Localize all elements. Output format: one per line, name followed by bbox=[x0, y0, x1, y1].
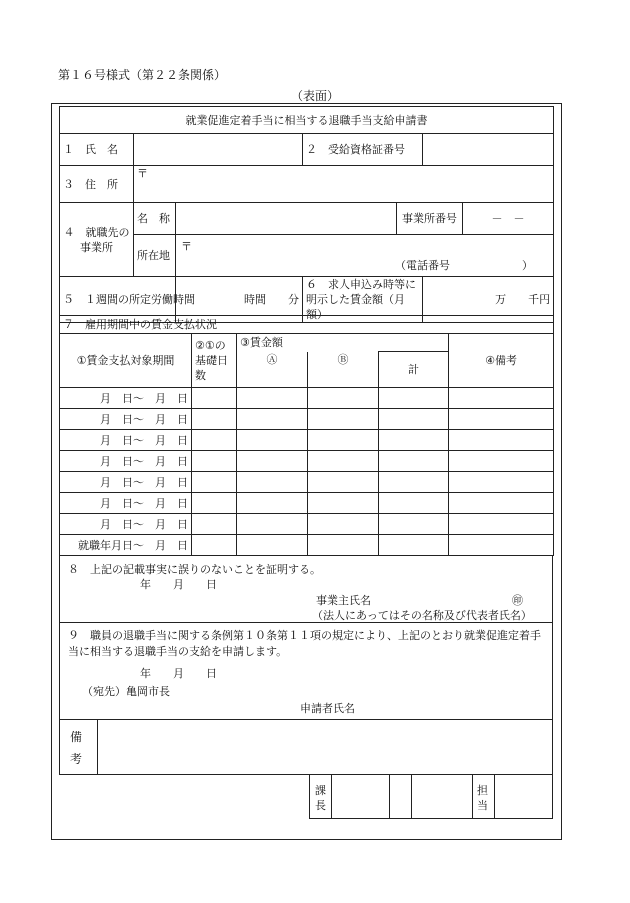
period-cell: 月 日～ 月 日 bbox=[60, 472, 192, 493]
remarks-cell[interactable] bbox=[449, 493, 554, 514]
table-row bbox=[60, 430, 554, 451]
remarks-header: ④備考 bbox=[449, 334, 554, 388]
amount-a-cell[interactable] bbox=[237, 388, 308, 409]
staff-approval-stamp[interactable] bbox=[495, 774, 553, 818]
office-number-field[interactable]: － － bbox=[463, 203, 554, 235]
staff-approval-label: 担当 bbox=[477, 784, 488, 812]
application-section bbox=[59, 622, 553, 720]
base-days-cell[interactable] bbox=[192, 430, 237, 451]
name-field[interactable] bbox=[134, 134, 303, 166]
remarks-cell[interactable] bbox=[449, 388, 554, 409]
amount-b-cell[interactable] bbox=[308, 514, 379, 535]
employer-location-field[interactable] bbox=[176, 235, 554, 277]
amount-total-cell[interactable] bbox=[379, 535, 449, 556]
employer-location-label: 所在地 bbox=[134, 235, 176, 277]
base-days-cell[interactable] bbox=[192, 493, 237, 514]
address-field[interactable] bbox=[134, 166, 554, 203]
application-date[interactable]: 年 月 日 bbox=[140, 667, 217, 680]
wage-section-title: ７ 雇用期間中の賃金支払状況 bbox=[60, 316, 554, 334]
cert-number-field[interactable] bbox=[423, 134, 554, 166]
applicant-name-label: 申請者氏名 bbox=[300, 702, 355, 715]
amount-b-header: Ⓑ bbox=[308, 352, 379, 388]
employer-label: ４ 就職先の事業所 bbox=[60, 203, 134, 277]
amount-a-cell[interactable] bbox=[237, 451, 308, 472]
base-days-cell[interactable] bbox=[192, 472, 237, 493]
amount-total-cell[interactable] bbox=[379, 451, 449, 472]
amount-a-cell[interactable] bbox=[237, 472, 308, 493]
weekly-hours-label: ５ １週間の所定労働時間 bbox=[60, 277, 176, 323]
remarks-cell[interactable] bbox=[449, 409, 554, 430]
cert-number-label: ２ 受給資格証番号 bbox=[303, 134, 423, 166]
amount-b-cell[interactable] bbox=[308, 472, 379, 493]
side-label: （表面） bbox=[290, 89, 339, 103]
remarks-field[interactable] bbox=[98, 720, 552, 774]
table-row bbox=[60, 409, 554, 430]
amount-total-cell[interactable] bbox=[379, 472, 449, 493]
remarks-box bbox=[59, 719, 553, 775]
period-cell: 月 日～ 月 日 bbox=[60, 430, 192, 451]
postal-mark: 〒 bbox=[181, 239, 192, 253]
period-cell: 月 日～ 月 日 bbox=[60, 493, 192, 514]
wage-field[interactable]: 万 千円 bbox=[423, 277, 554, 323]
applicant-info-table bbox=[59, 106, 554, 323]
table-row bbox=[60, 388, 554, 409]
base-days-cell[interactable] bbox=[192, 514, 237, 535]
amount-total-cell[interactable] bbox=[379, 388, 449, 409]
amount-a-cell[interactable] bbox=[237, 493, 308, 514]
amount-a-header: Ⓐ bbox=[237, 352, 308, 388]
amount-b-cell[interactable] bbox=[308, 430, 379, 451]
base-days-cell[interactable] bbox=[192, 451, 237, 472]
base-days-cell[interactable] bbox=[192, 535, 237, 556]
table-row bbox=[60, 493, 554, 514]
base-days-cell[interactable] bbox=[192, 388, 237, 409]
amount-b-cell[interactable] bbox=[308, 388, 379, 409]
amount-a-cell[interactable] bbox=[237, 430, 308, 451]
seal-mark: ㊞ bbox=[512, 594, 523, 607]
phone-label: （電話番号 bbox=[395, 258, 450, 272]
employer-name-label: 名 称 bbox=[134, 203, 176, 235]
period-cell: 月 日～ 月 日 bbox=[60, 409, 192, 430]
weekly-hours-field[interactable]: 時間 分 bbox=[176, 277, 303, 323]
amount-total-cell[interactable] bbox=[379, 409, 449, 430]
form-number: 第１６号様式（第２２条関係） bbox=[58, 68, 227, 82]
postal-mark: 〒 bbox=[137, 167, 148, 180]
amount-total-cell[interactable] bbox=[379, 430, 449, 451]
table-row bbox=[60, 472, 554, 493]
period-cell: 就職年月日～ 月 日 bbox=[60, 535, 192, 556]
amount-b-cell[interactable] bbox=[308, 451, 379, 472]
amount-header: ③賃金額 bbox=[237, 334, 449, 352]
application-text: ９ 職員の退職手当に関する条例第１０条第１１項の規定により、上記のとおり就業促進定着手当に相当する退職手当の支給を申請します。 bbox=[68, 629, 541, 658]
amount-b-cell[interactable] bbox=[308, 493, 379, 514]
base-days-header: ②①の基礎日数 bbox=[192, 334, 237, 388]
table-row bbox=[60, 514, 554, 535]
amount-total-cell[interactable] bbox=[379, 493, 449, 514]
addressee: （宛先）亀岡市長 bbox=[82, 685, 170, 698]
wage-payment-table bbox=[59, 315, 554, 556]
remarks-cell[interactable] bbox=[449, 430, 554, 451]
remarks-cell[interactable] bbox=[449, 451, 554, 472]
amount-total-cell[interactable] bbox=[379, 514, 449, 535]
amount-b-cell[interactable] bbox=[308, 409, 379, 430]
certification-text: ８ 上記の記載事実に誤りのないことを証明する。 bbox=[68, 563, 321, 576]
amount-a-cell[interactable] bbox=[237, 514, 308, 535]
amount-a-cell[interactable] bbox=[237, 409, 308, 430]
amount-total-header: 計 bbox=[379, 352, 449, 388]
remarks-cell[interactable] bbox=[449, 535, 554, 556]
table-row bbox=[60, 451, 554, 472]
period-header: ①賃金支払対象期間 bbox=[60, 334, 192, 388]
remarks-cell[interactable] bbox=[449, 472, 554, 493]
name-label: １ 氏 名 bbox=[60, 134, 134, 166]
corporate-note: （法人にあってはその名称及び代表者氏名） bbox=[312, 609, 532, 622]
base-days-cell[interactable] bbox=[192, 409, 237, 430]
chief-approval-stamp[interactable] bbox=[332, 774, 388, 818]
amount-a-cell[interactable] bbox=[237, 535, 308, 556]
remarks-cell[interactable] bbox=[449, 514, 554, 535]
period-cell: 月 日～ 月 日 bbox=[60, 388, 192, 409]
phone-close: ） bbox=[522, 258, 533, 272]
period-cell: 月 日～ 月 日 bbox=[60, 451, 192, 472]
approval-boxes bbox=[309, 774, 553, 819]
form-title: 就業促進定着手当に相当する退職手当支給申請書 bbox=[60, 107, 554, 134]
employer-signature-label: 事業主氏名 bbox=[316, 594, 371, 607]
table-row bbox=[60, 535, 554, 556]
certification-date[interactable]: 年 月 日 bbox=[140, 578, 217, 591]
chief-approval-label: 課長 bbox=[315, 784, 326, 812]
wage-label: ６ 求人申込み時等に明示した賃金額（月額） bbox=[303, 277, 423, 323]
office-number-label: 事業所番号 bbox=[397, 203, 463, 235]
amount-b-cell[interactable] bbox=[308, 535, 379, 556]
certification-section bbox=[59, 555, 553, 623]
period-cell: 月 日～ 月 日 bbox=[60, 514, 192, 535]
remarks-label: 備考 bbox=[70, 730, 83, 766]
address-label: ３ 住 所 bbox=[60, 166, 134, 203]
employer-name-field[interactable] bbox=[176, 203, 397, 235]
